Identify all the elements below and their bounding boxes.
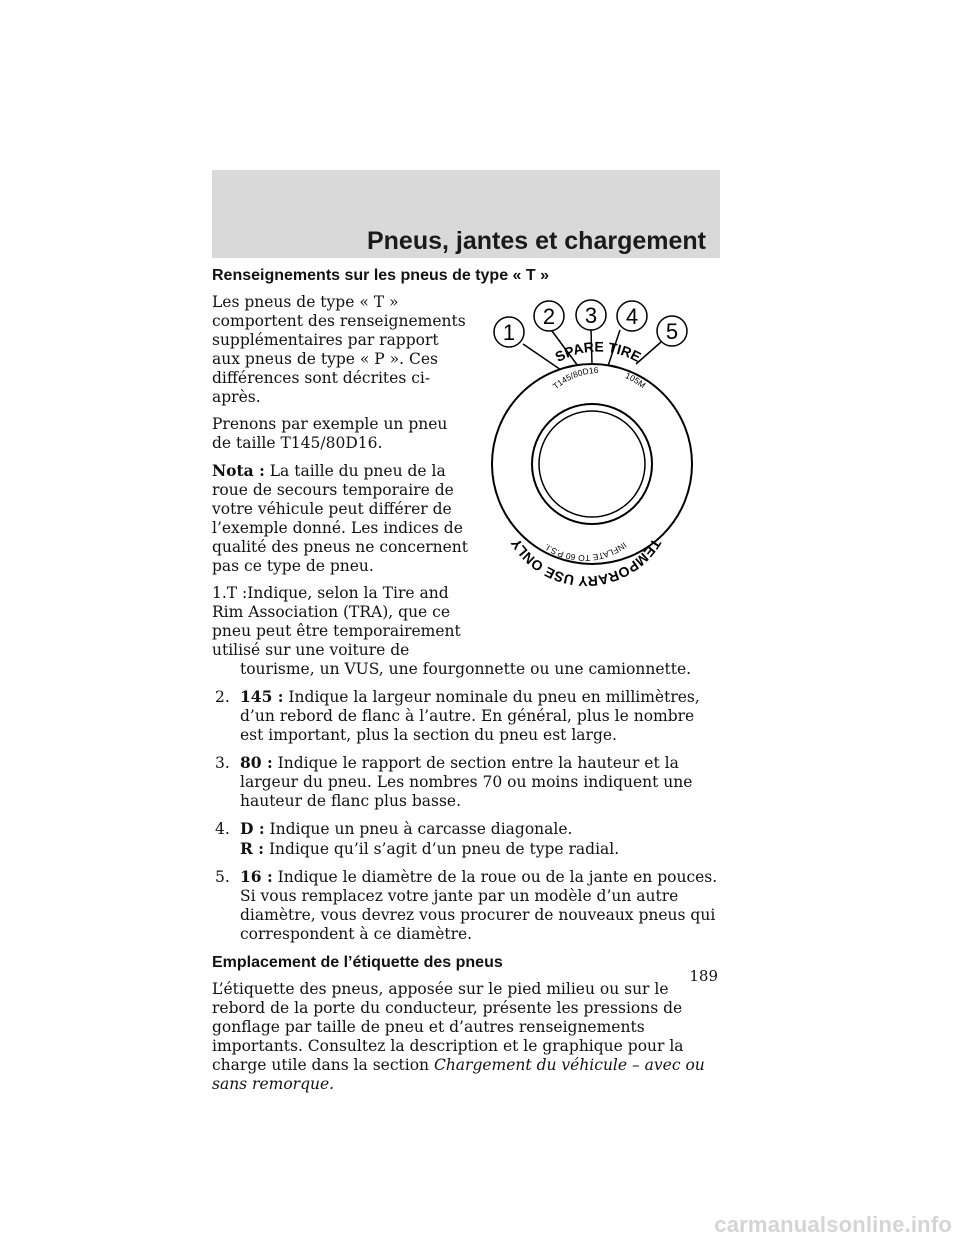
item-term: 16 : (240, 867, 273, 886)
callout-2 (534, 301, 564, 331)
callout-1 (494, 317, 524, 347)
tire-load-text: 105M (623, 370, 648, 391)
cross-reference-link: Chargement du véhicule – avec ou sans remorque. (212, 1056, 705, 1093)
callout-5 (657, 316, 687, 346)
spare-tire-diagram (488, 294, 704, 594)
item-term: D : (240, 819, 265, 838)
item-text: Indique le diamètre de la roue ou de la jante en pouces. Si vous remplacez votre jante par un modèle d’un autre diamètre, vous devrez vous procurer de nouveaux pneus qui correspondent à ce diamètre. (240, 868, 718, 943)
watermark-text: carmanualsonline.info (714, 1212, 952, 1237)
item-text-continued: tourisme, un VUS, une fourgonnette ou une camionnette. (240, 660, 692, 678)
intro-paragraph: Les pneus de type « T » comportent des renseignements supplémentaires par rapport aux pneus de type « P ». Ces différences sont décrites ci-après. (212, 293, 466, 406)
item-number: 5. (215, 868, 230, 886)
item-subterm: R : (240, 839, 264, 858)
note-text: La taille du pneu de la roue de secours temporaire de votre véhicule peut différer de l’exemple donné. Les indices de qualité des pneus ne concernent pas ce type de pneu. (212, 462, 469, 575)
list-item (212, 753, 722, 811)
item-term: T : (226, 584, 248, 602)
rim-inner (539, 411, 645, 517)
example-paragraph: Prenons par exemple un pneu de taille T145/80D16. (212, 415, 448, 452)
item-number: 1. (212, 584, 227, 602)
callout-3 (576, 300, 606, 330)
list-item (212, 584, 722, 679)
note-label: Nota : (212, 461, 265, 480)
item-text: Indique, selon la Tire and Rim Association (TRA), que ce pneu peut être temporairement utilisé sur une voiture de (212, 584, 461, 659)
list-item (212, 819, 722, 859)
label-location-paragraph (212, 980, 722, 1094)
item-text: Indique un pneu à carcasse diagonale. (269, 820, 573, 838)
section-heading-t-tires: Renseignements sur les pneus de type « T » (212, 267, 549, 284)
page-title: Pneus, jantes et chargement (366, 227, 706, 255)
item-term: 80 : (240, 753, 273, 772)
item-text: Indique la largeur nominale du pneu en millimètres, d’un rebord de flanc à l’autre. En général, plus le nombre est important, plus la section du pneu est large. (240, 688, 700, 744)
item-term: 145 : (240, 687, 284, 706)
item-number: 3. (215, 754, 230, 772)
tire-spare-text: SPARE TIRE (552, 338, 644, 365)
item-subtext: Indique qu’il s’agit d’un pneu de type radial. (268, 840, 620, 858)
list-item (212, 867, 722, 944)
callout-label: 4 (625, 304, 639, 329)
page-number: 189 (689, 967, 718, 985)
note-paragraph (212, 461, 470, 576)
callout-label: 1 (502, 320, 516, 345)
tire-size-text: T145/80D16 (550, 364, 599, 392)
item-text: Indique le rapport de section entre la hauteur et la largeur du pneu. Les nombres 70 ou moins indiquent une hauteur de flanc plus basse. (240, 754, 693, 810)
item-number: 4. (215, 820, 230, 838)
callout-label: 3 (584, 303, 598, 328)
tire-temporary-text: TEMPORARY USE ONLY (507, 535, 665, 590)
callout-label: 5 (665, 319, 679, 344)
section-heading-label-location: Emplacement de l’étiquette des pneus (212, 954, 503, 971)
list-item (212, 687, 722, 745)
label-location-text: L’étiquette des pneus, apposée sur le pied milieu ou sur le rebord de la porte du conducteur, présente les pressions de gonflage par taille de pneu et d’autres renseignements importants. Consultez la description et le graphique pour la charge utile dans la section (212, 980, 684, 1074)
callout-label: 2 (542, 304, 556, 329)
header-band (212, 170, 720, 258)
tire-inflate-text: INFLATE TO 60 P.S.I. (542, 540, 629, 564)
item-number: 2. (215, 688, 230, 706)
callout-4 (617, 301, 647, 331)
spare-tire-figure (488, 294, 704, 594)
